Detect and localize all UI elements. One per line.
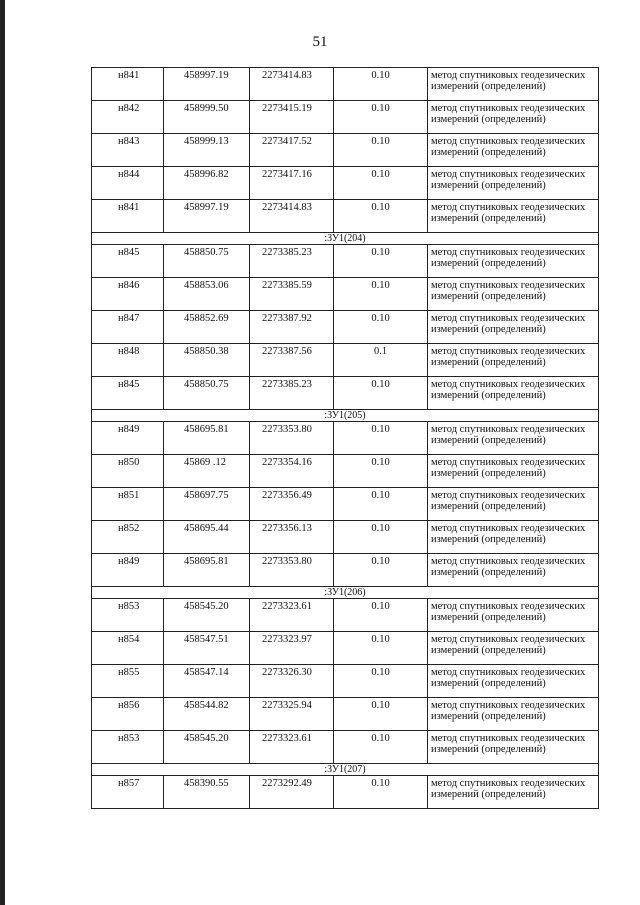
accuracy-cell: 0.10 [334,632,428,665]
table-row [92,422,599,455]
table-row [92,344,599,377]
x-coordinate-cell: 458695.44 [164,521,250,554]
method-cell: метод спутниковых геодезических измерений (определений) [428,200,599,233]
table-row [92,599,599,632]
point-number-cell: н845 [92,377,164,410]
method-cell: метод спутниковых геодезических измерений (определений) [428,521,599,554]
y-coordinate-cell: 2273323.61 [250,599,334,632]
point-number-cell: н849 [92,422,164,455]
y-coordinate-cell: 2273415.19 [250,101,334,134]
y-coordinate-cell: 2273414.83 [250,68,334,101]
y-coordinate-cell: 2273325.94 [250,698,334,731]
table-row [92,68,599,101]
point-number-cell: н841 [92,200,164,233]
accuracy-cell: 0.10 [334,101,428,134]
y-coordinate-cell: 2273414.83 [250,200,334,233]
point-number-cell: н847 [92,311,164,344]
section-title: :ЗУ1(205) [92,410,599,422]
table-row [92,632,599,665]
point-number-cell: н850 [92,455,164,488]
accuracy-cell: 0.10 [334,245,428,278]
method-cell: метод спутниковых геодезических измерений (определений) [428,245,599,278]
scan-edge [0,0,5,905]
y-coordinate-cell: 2273356.49 [250,488,334,521]
x-coordinate-cell: 458695.81 [164,554,250,587]
section-title: :ЗУ1(207) [92,764,599,776]
y-coordinate-cell: 2273385.23 [250,377,334,410]
point-number-cell: н846 [92,278,164,311]
accuracy-cell: 0.10 [334,134,428,167]
x-coordinate-cell: 45869 .12 [164,455,250,488]
point-number-cell: н841 [92,68,164,101]
accuracy-cell: 0.10 [334,422,428,455]
accuracy-cell: 0.10 [334,200,428,233]
y-coordinate-cell: 2273323.61 [250,731,334,764]
point-number-cell: н848 [92,344,164,377]
table-row [92,521,599,554]
x-coordinate-cell: 458545.20 [164,599,250,632]
table-row [92,167,599,200]
section-header-row [92,764,599,776]
method-cell: метод спутниковых геодезических измерений (определений) [428,311,599,344]
x-coordinate-cell: 458997.19 [164,68,250,101]
x-coordinate-cell: 458390.55 [164,776,250,809]
method-cell: метод спутниковых геодезических измерений (определений) [428,731,599,764]
method-cell: метод спутниковых геодезических измерений (определений) [428,488,599,521]
point-number-cell: н849 [92,554,164,587]
point-number-cell: н857 [92,776,164,809]
point-number-cell: н842 [92,101,164,134]
point-number-cell: н855 [92,665,164,698]
accuracy-cell: 0.10 [334,731,428,764]
accuracy-cell: 0.10 [334,776,428,809]
table-row [92,134,599,167]
method-cell: метод спутниковых геодезических измерений (определений) [428,344,599,377]
method-cell: метод спутниковых геодезических измерений (определений) [428,455,599,488]
table-row [92,278,599,311]
y-coordinate-cell: 2273417.16 [250,167,334,200]
method-cell: метод спутниковых геодезических измерений (определений) [428,632,599,665]
x-coordinate-cell: 458853.06 [164,278,250,311]
accuracy-cell: 0.10 [334,599,428,632]
method-cell: метод спутниковых геодезических измерений (определений) [428,101,599,134]
table-row [92,377,599,410]
x-coordinate-cell: 458999.50 [164,101,250,134]
x-coordinate-cell: 458997.19 [164,200,250,233]
point-number-cell: н844 [92,167,164,200]
x-coordinate-cell: 458695.81 [164,422,250,455]
y-coordinate-cell: 2273385.23 [250,245,334,278]
method-cell: метод спутниковых геодезических измерений (определений) [428,134,599,167]
accuracy-cell: 0.10 [334,278,428,311]
point-number-cell: н854 [92,632,164,665]
method-cell: метод спутниковых геодезических измерений (определений) [428,68,599,101]
accuracy-cell: 0.10 [334,554,428,587]
point-number-cell: н856 [92,698,164,731]
accuracy-cell: 0.10 [334,488,428,521]
point-number-cell: н853 [92,731,164,764]
y-coordinate-cell: 2273323.97 [250,632,334,665]
accuracy-cell: 0.10 [334,521,428,554]
accuracy-cell: 0.1 [334,344,428,377]
x-coordinate-cell: 458544.82 [164,698,250,731]
x-coordinate-cell: 458547.14 [164,665,250,698]
accuracy-cell: 0.10 [334,665,428,698]
table-row [92,455,599,488]
x-coordinate-cell: 458547.51 [164,632,250,665]
y-coordinate-cell: 2273353.80 [250,554,334,587]
y-coordinate-cell: 2273353.80 [250,422,334,455]
accuracy-cell: 0.10 [334,311,428,344]
y-coordinate-cell: 2273292.49 [250,776,334,809]
y-coordinate-cell: 2273417.52 [250,134,334,167]
table-row [92,311,599,344]
table-row [92,101,599,134]
y-coordinate-cell: 2273354.16 [250,455,334,488]
method-cell: метод спутниковых геодезических измерений (определений) [428,665,599,698]
table-row [92,731,599,764]
x-coordinate-cell: 458850.38 [164,344,250,377]
section-header-row [92,410,599,422]
table-row [92,200,599,233]
method-cell: метод спутниковых геодезических измерений (определений) [428,599,599,632]
point-number-cell: н852 [92,521,164,554]
method-cell: метод спутниковых геодезических измерений (определений) [428,278,599,311]
y-coordinate-cell: 2273387.56 [250,344,334,377]
accuracy-cell: 0.10 [334,455,428,488]
section-header-row [92,587,599,599]
y-coordinate-cell: 2273385.59 [250,278,334,311]
table-row [92,665,599,698]
coordinates-table [91,67,599,809]
point-number-cell: н843 [92,134,164,167]
y-coordinate-cell: 2273356.13 [250,521,334,554]
table-row [92,776,599,809]
table-row [92,698,599,731]
method-cell: метод спутниковых геодезических измерений (определений) [428,698,599,731]
x-coordinate-cell: 458999.13 [164,134,250,167]
x-coordinate-cell: 458850.75 [164,377,250,410]
method-cell: метод спутниковых геодезических измерений (определений) [428,167,599,200]
accuracy-cell: 0.10 [334,698,428,731]
method-cell: метод спутниковых геодезических измерений (определений) [428,422,599,455]
coordinates-table-body [92,68,599,809]
point-number-cell: н845 [92,245,164,278]
x-coordinate-cell: 458996.82 [164,167,250,200]
table-row [92,554,599,587]
point-number-cell: н851 [92,488,164,521]
method-cell: метод спутниковых геодезических измерений (определений) [428,554,599,587]
method-cell: метод спутниковых геодезических измерений (определений) [428,776,599,809]
x-coordinate-cell: 458852.69 [164,311,250,344]
x-coordinate-cell: 458545.20 [164,731,250,764]
table-row [92,245,599,278]
table-row [92,488,599,521]
accuracy-cell: 0.10 [334,167,428,200]
section-title: :ЗУ1(204) [92,233,599,245]
accuracy-cell: 0.10 [334,68,428,101]
x-coordinate-cell: 458697.75 [164,488,250,521]
method-cell: метод спутниковых геодезических измерений (определений) [428,377,599,410]
accuracy-cell: 0.10 [334,377,428,410]
x-coordinate-cell: 458850.75 [164,245,250,278]
y-coordinate-cell: 2273326.30 [250,665,334,698]
point-number-cell: н853 [92,599,164,632]
section-header-row [92,233,599,245]
section-title: :ЗУ1(206) [92,587,599,599]
page-number: 51 [312,34,328,50]
y-coordinate-cell: 2273387.92 [250,311,334,344]
